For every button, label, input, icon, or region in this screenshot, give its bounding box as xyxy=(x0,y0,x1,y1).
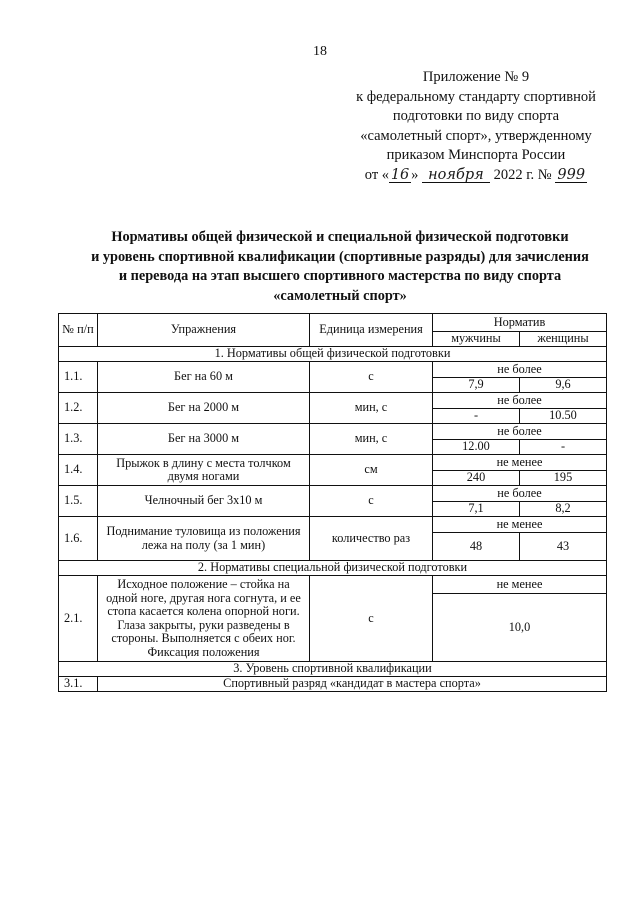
header-unit: Единица измерения xyxy=(310,314,433,347)
header-women: женщины xyxy=(520,332,607,347)
norm-condition: не менее xyxy=(433,455,607,471)
header-norm: Норматив xyxy=(433,314,607,332)
norm-condition: не более xyxy=(433,486,607,502)
row-number: 1.4. xyxy=(59,455,98,486)
row-number: 1.3. xyxy=(59,424,98,455)
date-year: 2022 г. № xyxy=(493,166,552,183)
exercise-cell: Челночный бег 3х10 м xyxy=(98,486,310,517)
men-value: 7,9 xyxy=(433,378,520,393)
women-value: 8,2 xyxy=(520,502,607,517)
section-heading: 2. Нормативы специальной физической подготовки xyxy=(59,561,607,576)
unit-cell: см xyxy=(310,455,433,486)
exercise-cell: Бег на 60 м xyxy=(98,362,310,393)
date-mid: » xyxy=(411,166,419,183)
date-day: 16 xyxy=(390,166,410,183)
unit-cell: с xyxy=(310,362,433,393)
order-number: 999 xyxy=(555,168,587,183)
unit-cell: мин, с xyxy=(310,424,433,455)
men-value: 48 xyxy=(433,533,520,561)
row-number: 3.1. xyxy=(59,677,98,692)
header-num: № п/п xyxy=(59,314,98,347)
norms-table xyxy=(58,313,607,692)
exercise-cell: Поднимание туловища из положения лежа на полу (за 1 мин) xyxy=(98,517,310,561)
men-value: 240 xyxy=(433,471,520,486)
section-heading: 3. Уровень спортивной квалификации xyxy=(59,662,607,677)
annex-date-line xyxy=(330,166,622,186)
header-exercise: Упражнения xyxy=(98,314,310,347)
title-line: и уровень спортивной квалификации (спортивные разряды) для зачисления xyxy=(91,248,589,265)
men-value: 12.00 xyxy=(433,440,520,455)
row-number: 1.6. xyxy=(59,517,98,561)
women-value: - xyxy=(520,440,607,455)
exercise-cell: Бег на 3000 м xyxy=(98,424,310,455)
men-value: 7,1 xyxy=(433,502,520,517)
exercise-cell: Исходное положение – стойка на одной ноге, другая нога согнута, и ее стопа касается колена опорной ноги. Глаза закрыты, руки разведены в стороны. Выполняется с обеих ног. Фиксация положения xyxy=(98,576,310,662)
annex-line: Приложение № 9 xyxy=(422,69,530,85)
women-value: 10.50 xyxy=(520,409,607,424)
men-value: - xyxy=(433,409,520,424)
unit-cell: количество раз xyxy=(310,517,433,561)
common-value: 10,0 xyxy=(433,594,607,662)
date-prefix: от « xyxy=(364,166,390,183)
page-number: 18 xyxy=(313,44,327,59)
title-line: и перевода на этап высшего спортивного мастерства по виду спорта xyxy=(118,268,562,284)
unit-cell: с xyxy=(310,576,433,662)
title-line: «самолетный спорт» xyxy=(273,287,407,304)
section-heading: 1. Нормативы общей физической подготовки xyxy=(59,347,607,362)
unit-cell: с xyxy=(310,486,433,517)
annex-header xyxy=(330,68,622,185)
unit-cell: мин, с xyxy=(310,393,433,424)
norm-condition: не менее xyxy=(433,517,607,533)
date-month: ноября xyxy=(422,168,490,183)
norm-condition: не менее xyxy=(433,576,607,594)
norm-condition: не более xyxy=(433,424,607,440)
header-men: мужчины xyxy=(433,332,520,347)
exercise-cell: Прыжок в длину с места толчком двумя ногами xyxy=(98,455,310,486)
row-number: 2.1. xyxy=(59,576,98,662)
annex-line: к федеральному стандарту спортивной xyxy=(356,88,596,105)
document-title xyxy=(70,228,610,306)
title-line: Нормативы общей физической и специальной физической подготовки xyxy=(111,229,569,245)
women-value: 195 xyxy=(520,471,607,486)
annex-line: «самолетный спорт», утвержденному xyxy=(360,127,592,144)
row-number: 1.5. xyxy=(59,486,98,517)
row-number: 1.2. xyxy=(59,393,98,424)
annex-line: подготовки по виду спорта xyxy=(392,108,560,124)
norm-condition: не более xyxy=(433,362,607,378)
exercise-cell: Бег на 2000 м xyxy=(98,393,310,424)
annex-line: приказом Минспорта России xyxy=(386,147,566,163)
women-value: 43 xyxy=(520,533,607,561)
women-value: 9,6 xyxy=(520,378,607,393)
row-number: 1.1. xyxy=(59,362,98,393)
qualification-cell: Спортивный разряд «кандидат в мастера спорта» xyxy=(98,677,607,692)
norm-condition: не более xyxy=(433,393,607,409)
